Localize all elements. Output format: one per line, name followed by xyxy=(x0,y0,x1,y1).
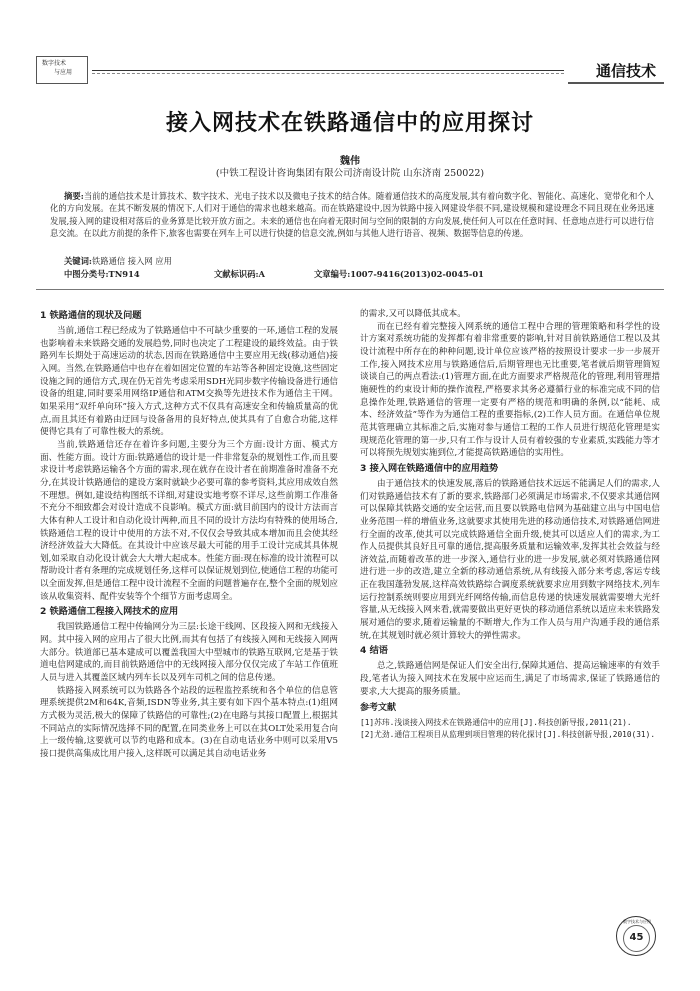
header-rule xyxy=(92,70,564,71)
section-tag-rule xyxy=(568,82,664,84)
abstract-label: 摘要: xyxy=(64,191,84,201)
section-tag: 通信技术 xyxy=(595,62,656,80)
page-number: 45 xyxy=(623,925,650,952)
paragraph: 当前,通信工程已经成为了铁路通信中不可缺少重要的一环,通信工程的发展也影响着未来铁路交通的发展趋势,同时也决定了工程建设的最终效益。由于铁路列车长期处于高速运动的状态,因而在铁路通信中主要应用无线(移动通信)接入网。当然,在铁路通信中也存在着如固定位置的车站等各种固定设施,这些固定设施之间的通信方式,现在仍无首先考虑采用SDH光同步数字传输设备进行通信设备的组建,同时要采用网络IP通信和ATM交换等先进技术作为通信主干网。如果采用“双纤单向环”接入方式,这种方式不仅具有高速安全和传输质量高的优点,而且其还有着路由迂回与设备备用的良好特点,使其具有了自愈合功能,这样便得它具有了可靠性极大的系统。 xyxy=(40,326,339,438)
keywords-label: 关键词: xyxy=(64,256,92,266)
reference-item: [2]尤劲.通信工程项目从监理到项目管理的转化探讨[J].科技创新导报,2010(31). xyxy=(360,730,656,740)
references-heading: 参考文献 xyxy=(360,703,397,714)
keywords-text: 铁路通信 接入网 应用 xyxy=(91,256,172,266)
meta-divider xyxy=(36,289,664,290)
section-heading-4: 4 结语 xyxy=(360,645,388,657)
paragraph: 而在已经有着完整接入网系统的通信工程中合理的管理策略和科学性的设计方案对系统功能的发挥都有着非常重要的影响,针对目前铁路通信工程以及其设计流程中所存在的种种问题,设计单位应该严格的按照设计要求一步一步展开工作,接入网技术应用与铁路通信后,后期管理也无比重要,笔者就后期管理简短谈谈自己的两点看法:(1)管理方面,在此方面要求严格规范化的管理,利用管理措施硬性的约束设计师的操作流程,严格要求其务必遵循行业的标准完成不同的信息操作处理,铁路通信的管理一定要有严格的规范和明确的条例,以“能耗、成本、经济效益”等作为为通信工程的重要指标,(2)工作人员方面。在通信单位规范其管理确立其标准之后,实施对参与通信工程的工作人员进行规范化管理是实现规范化管理的第一步,只有工作与设计人员有着较强的专业素质,实践能力等才可以将预先规划实施到位,才能提高铁路通信的实用性。 xyxy=(360,321,660,459)
keywords xyxy=(64,255,172,267)
logo-line1: 数字技术 xyxy=(42,60,67,67)
header-dashed-rule xyxy=(92,73,564,74)
article-number: 文章编号:1007-9416(2013)02-0045-01 xyxy=(314,269,484,279)
article-affiliation: (中铁工程设计咨询集团有限公司济南设计院 山东济南 250022) xyxy=(215,168,485,179)
left-column xyxy=(40,307,338,761)
section-heading-3: 3 接入网在铁路通信中的应用趋势 xyxy=(360,462,499,474)
logo-line2: 与应用 xyxy=(54,69,73,76)
right-column xyxy=(360,308,660,741)
paragraph: 的需求,又可以降低其成本。 xyxy=(360,309,466,319)
journal-header xyxy=(36,52,664,94)
clc-number: 中图分类号:TN914 xyxy=(64,269,140,279)
journal-logo xyxy=(36,56,88,84)
abstract-text: 当前的通信技术是计算技术、数字技术、光电子技术以及微电子技术的结合体。随着通信技术的高度发展,其有着向数字化、智能化、高速化、宽带化和个人化的方向发展。在其不断发展的情况下,人们对于通信的需求也越来越高。而在铁路建设中,因为铁路中接入网建设华很不同,建设规模和建设理念不同且现在业务迅速发展,接入网的建设相对落后的业务算是比较开放方面之。未来的通信也在向着无限时间与空间的限制的方向发展,使任何人可以在任意时间、任意地点进行可以进行信息交流。在以此方前提的条件下,旅客也需要在列车上可以进行快捷的信息交流,例如与其他人进行语音、视频、数据等信息的传递。 xyxy=(50,191,654,238)
reference-item: [1]苏玮.浅谈接入网技术在铁路通信中的应用[J].科技创新导报,2011(21). xyxy=(360,718,632,728)
paragraph: 铁路接入网系统可以为铁路各个站段的远程监控系统和各个单位的信息管理系统提供2M和64K,音频,ISDN等业务,其主要有如下四个基本特点:(1)组网方式极为灵活,极大的保障了铁路信的可靠性;(2)在电路与其接口配置上,根据其不同站点的实际情况选择不同的配置,在同类业务上可以在其OLT处采用复合向上一级传输,这要就可以节约电路和成本。(3)在自动电话业务中则可以采用V5接口提供高集成比用户接入,这样既可以满足其自动电话业务 xyxy=(40,685,338,759)
article-title: 接入网技术在铁路通信中的应用探讨 xyxy=(165,110,534,136)
paragraph: 由于通信技术的快速发展,落后的铁路通信技术远远不能满足人们的需求,人们对铁路通信技术有了新的要求,铁路部门必须满足市场需求,不仅要求其通信网可以保障其铁路交通的安全运营,而且要以铁路电信网为基础建立出与中国电信业务范围一样的增值业务,这就要求其使用先进的移动通信技术,对铁路通信网进行全面的改革,使其可以完成铁路通信全面升级,使其可以适应人们的需求,为工作人员提供其良好且可靠的通信,提高服务质量和运输效率,发挥其社会效益与经济效益,而随着改革的进一步深入,通信行业的进一步发展,就必须对铁路通信网进行进一步的改造,建立全新的移动通信系统,从有线接入部分来考虑,客运专线正在我国蓬勃发展,这样高效铁路综合调度系统就要求应用到数字网络技术,列车运行控制系统则要应用到光纤网络传输,而信息传递的快速发展就需要增大光纤容量,从无线接入网来看,就需要做出更好更快的移动通信系统以适应未来铁路发展对通信的要求,随着运输量的不断增大,作为工作人员与用户沟通手段的通信系统,在其规划时就必须计算较大的弹性需求。 xyxy=(360,478,660,641)
paragraph: 当前,铁路通信还存在着许多问题,主要分为三个方面:设计方面、模式方面、性能方面。设计方面:铁路通信的设计是一件非常复杂的规划性工作,而且要求设计考虑铁路运输各个方面的需求,现在就存在设计者在前期准备时准备不充分,在其设计铁路通信的建设方案时就缺少必要可靠的参考资料,其应用成效自然不理想。例如,建设结构图纸不详细,对建设实地考察不详尽,这些前期工作准备不充分不细致都会对设计造成不良影响。模式方面:就目前国内的设计方法而言大体有种人工设计和自动化设计两种,而且不同的设计方法均有特殊的使用场合,铁路通信工程的设计中使用的方法不对,不仅仅会导致其成本增加而且会使其经济经济效益大大降低。在其设计中应该尽最大可能的用手工设计完成其具体规划,如采取自动化设计就会大大增大起成本。性能方面:现在标准的设计流程可以帮助设计者有条理的完成规划任务,这样可以保证规划到位,使通信工程的功能可以全面发挥,但是通信工程中设计流程不全面的问题普遍存在,整个全面的规划应该从收集资料、配件安装等个个细节方面考虑周全。 xyxy=(40,439,338,602)
paragraph: 我国铁路通信工程中传输网分为三层:长途干线网、区段接入网和无线接入网。其中接入网的应用占了很大比例,而其有包括了有线接入网和无线接入网两大部分。铁道部已基本建成可以覆盖我国大中型城市的铁路互联网,它是基于铁道电信网建成的,而目前铁路通信中的无线网接入部分仅仅完成了车站工作值班人员与进入其覆盖区域内列车长以及列车司机之间的信息传递。 xyxy=(40,622,338,684)
article-author: 魏伟 xyxy=(340,156,360,167)
badge-arc-text: 数字技术与应用 xyxy=(623,919,651,924)
page-number-badge xyxy=(616,916,656,956)
section-heading-1: 1 铁路通信的现状及问题 xyxy=(40,310,142,321)
abstract xyxy=(50,190,654,239)
section-heading-2: 2 铁路通信工程接入网技术的应用 xyxy=(40,606,179,618)
document-code: 文献标识码:A xyxy=(214,269,265,279)
paragraph: 总之,铁路通信网是保证人们安全出行,保障其通信、提高运输速率的有效手段,笔者认为接入网技术在发展中应运而生,满足了市场需求,保证了铁路通信的要求,大大提高的服务质量。 xyxy=(360,661,660,697)
